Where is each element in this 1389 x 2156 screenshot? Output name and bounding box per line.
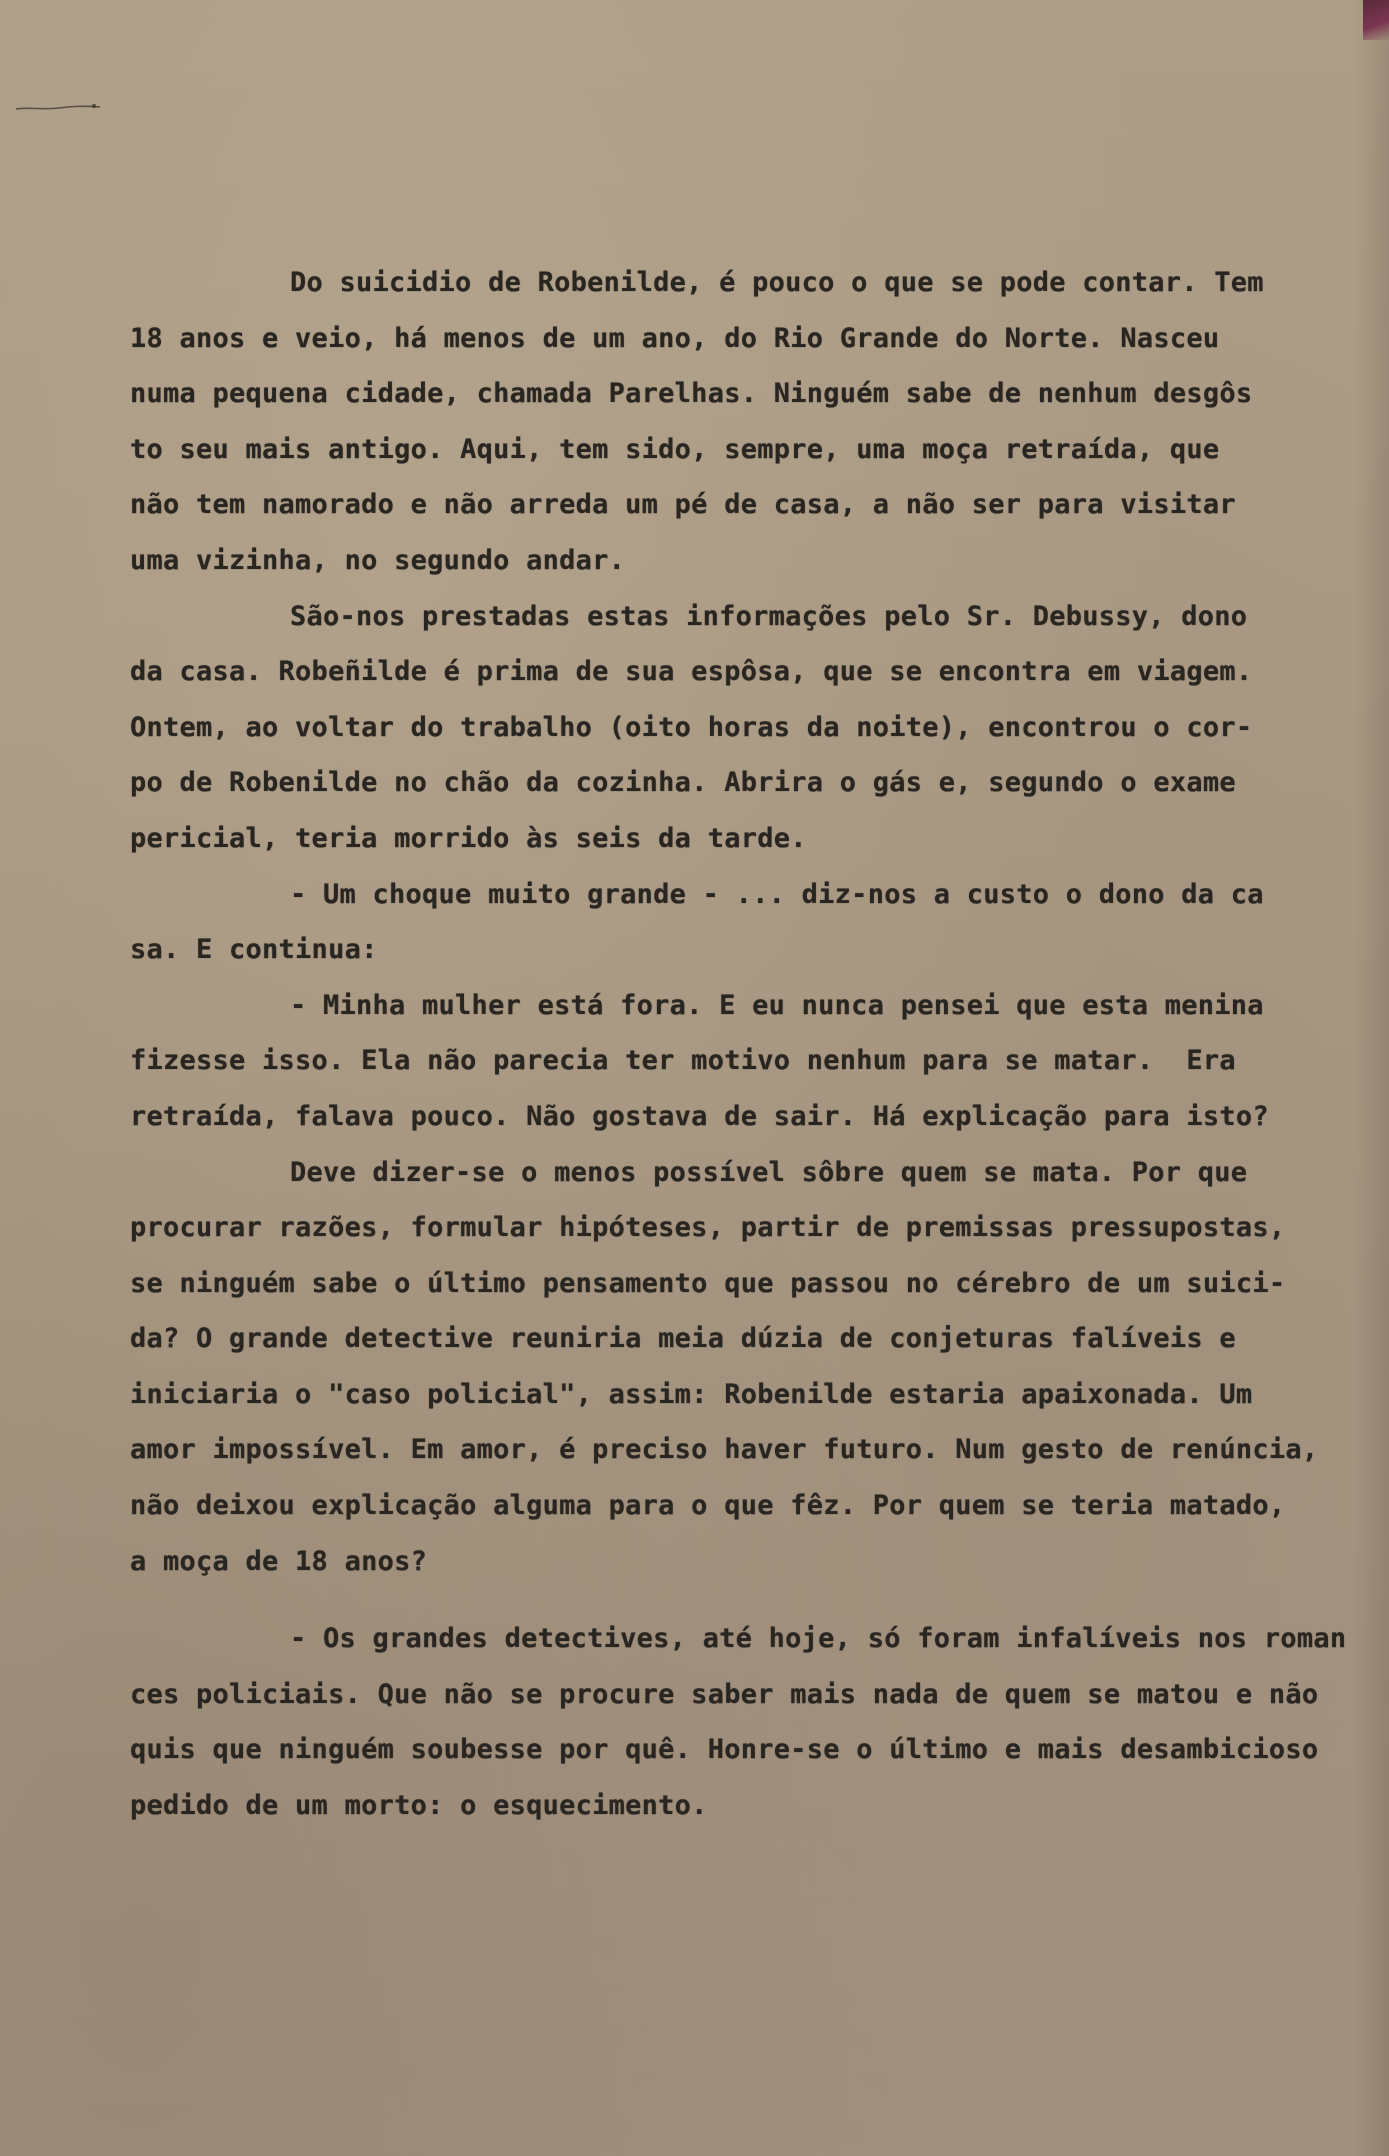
- text-line: - Os grandes detectives, até hoje, só foram infalíveis nos roman: [290, 1623, 1347, 1655]
- pencil-scribble-icon: [14, 100, 104, 114]
- paragraph-gap: [130, 1589, 1345, 1611]
- text-line: não tem namorado e não arreda um pé de casa, a não ser para visitar: [130, 489, 1236, 521]
- text-line: São-nos prestadas estas informações pelo Sr. Debussy, dono: [290, 600, 1248, 632]
- text-line: sa. E continua:: [130, 934, 378, 966]
- text-line: - Um choque muito grande - ... diz-nos a custo o dono da ca: [290, 878, 1264, 910]
- text-line: da? O grande detective reuniria meia dúzia de conjeturas falíveis e: [130, 1323, 1236, 1355]
- paper-edge-shadow: [1355, 0, 1389, 2156]
- text-line: Do suicidio de Robenilde, é pouco o que se pode contar. Tem: [290, 267, 1264, 298]
- text-line: amor impossível. Em amor, é preciso haver futuro. Num gesto de renúncia,: [130, 1434, 1319, 1466]
- text-line: pericial, teria morrido às seis da tarde.: [130, 822, 807, 854]
- text-line: a moça de 18 anos?: [130, 1545, 428, 1577]
- text-line: numa pequena cidade, chamada Parelhas. Ninguém sabe de nenhum desgôs: [130, 378, 1253, 410]
- text-line: não deixou explicação alguma para o que fêz. Por quem se teria matado,: [130, 1490, 1286, 1522]
- text-line: da casa. Robeñilde é prima de sua espôsa, que se encontra em viagem.: [130, 656, 1253, 688]
- text-line: iniciaria o "caso policial", assim: Robenilde estaria apaixonada. Um: [130, 1378, 1253, 1410]
- document-body: [130, 255, 1345, 1834]
- text-line: to seu mais antigo. Aqui, tem sido, sempre, uma moça retraída, que: [130, 433, 1220, 465]
- text-line: quis que ninguém soubesse por quê. Honre-se o último e mais desambicioso: [130, 1734, 1319, 1766]
- text-line: Deve dizer-se o menos possível sôbre quem se mata. Por que: [290, 1156, 1248, 1188]
- text-line: po de Robenilde no chão da cozinha. Abrira o gás e, segundo o exame: [130, 767, 1236, 799]
- text-line: ces policiais. Que não se procure saber mais nada de quem se matou e não: [130, 1678, 1319, 1710]
- text-line: fizesse isso. Ela não parecia ter motivo nenhum para se matar. Era: [130, 1045, 1236, 1077]
- text-line: uma vizinha, no segundo andar.: [130, 544, 626, 576]
- text-line: procurar razões, formular hipóteses, partir de premissas pressupostas,: [130, 1212, 1286, 1244]
- text-line: - Minha mulher está fora. E eu nunca pensei que esta menina: [290, 989, 1264, 1021]
- text-line: retraída, falava pouco. Não gostava de sair. Há explicação para isto?: [130, 1100, 1269, 1132]
- text-line: pedido de um morto: o esquecimento.: [130, 1790, 708, 1822]
- corner-marker: [1363, 0, 1389, 40]
- text-line: 18 anos e veio, há menos de um ano, do Rio Grande do Norte. Nasceu: [130, 322, 1220, 354]
- text-line: se ninguém sabe o último pensamento que passou no cérebro de um suici-: [130, 1267, 1286, 1299]
- text-line: Ontem, ao voltar do trabalho (oito horas da noite), encontrou o cor-: [130, 711, 1253, 743]
